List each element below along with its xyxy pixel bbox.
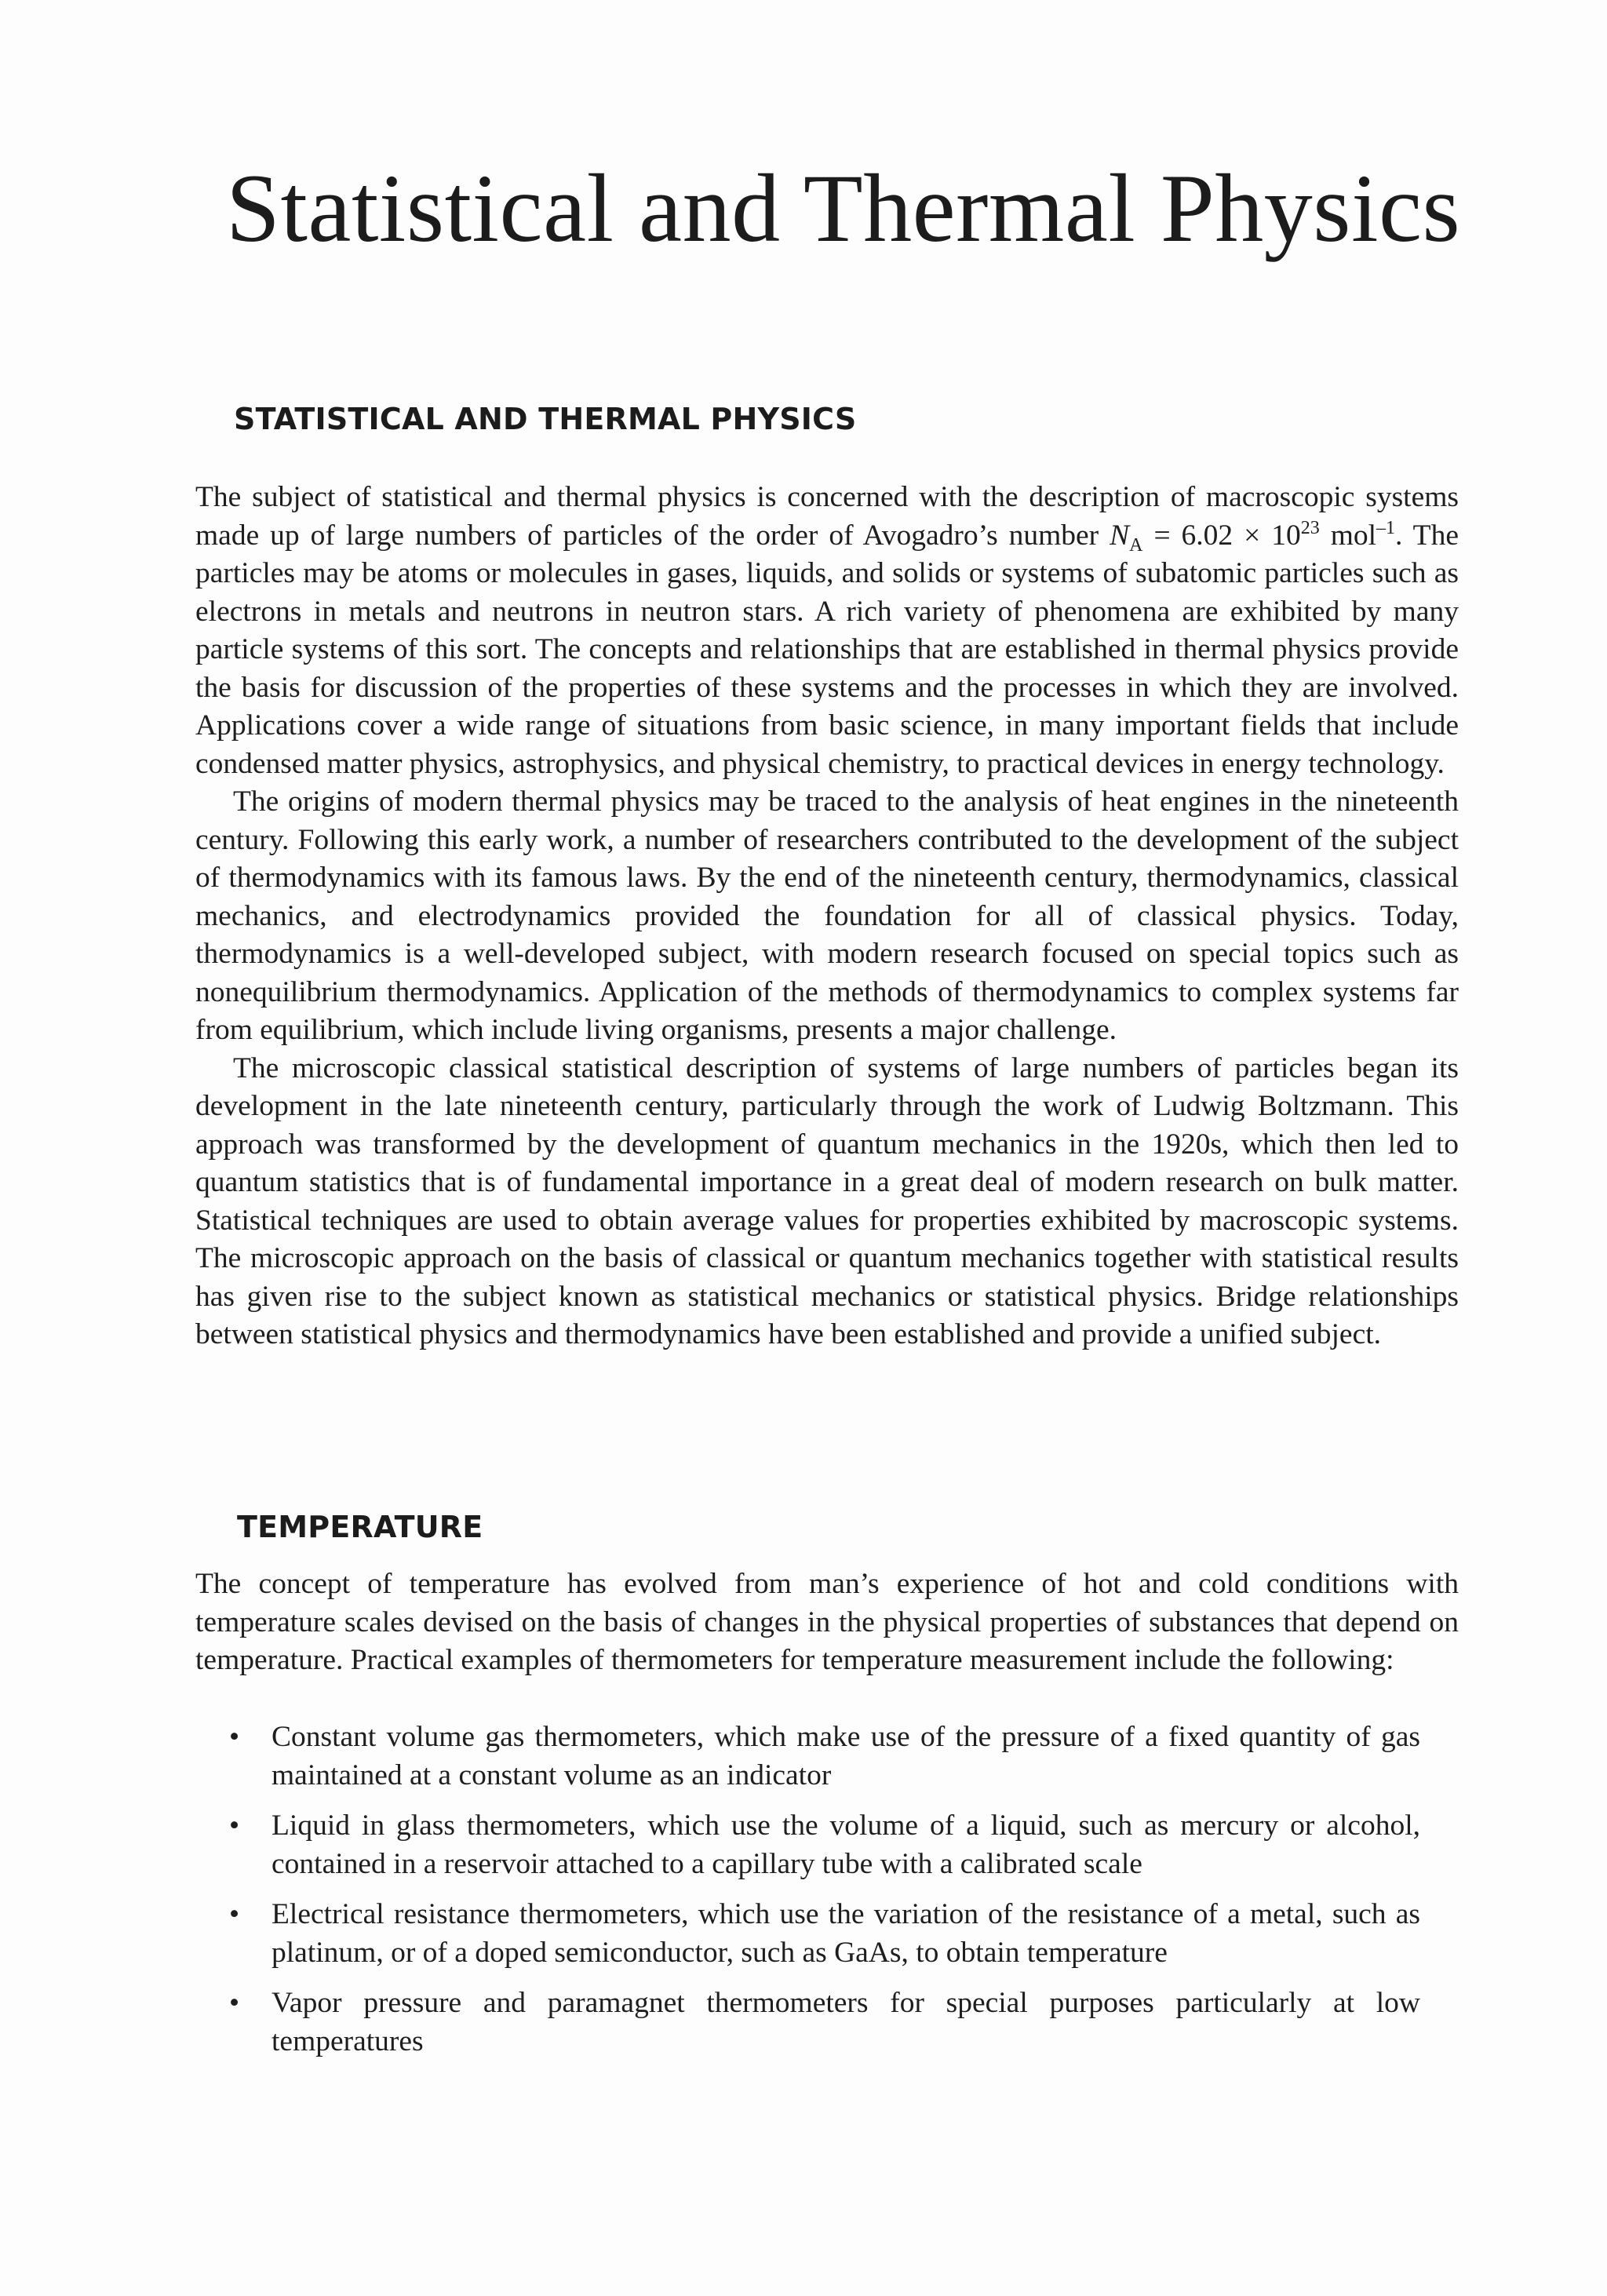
section-heading-temperature: TEMPERATURE [237,1510,483,1544]
bullet-glyph: • [229,1809,240,1842]
avogadro-unit: mol [1319,519,1377,552]
bullet-glyph: • [229,1987,240,2019]
section-body-statistical-thermal-physics [195,479,1459,1354]
list-item [228,1984,1420,2061]
thermometer-list [228,1718,1420,2073]
bullet-glyph: • [229,1898,240,1930]
list-item-text: Electrical resistance thermometers, which use the variation of the resistance of a metal, such as platinum, or of a doped semiconductor, such as GaAs, to obtain temperature [271,1898,1420,1969]
list-item [228,1896,1420,1972]
list-item-text: Liquid in glass thermometers, which use the volume of a liquid, such as mercury or alcohol, contained in a reservoir attached to a capillary tube with a calibrated scale [271,1809,1420,1880]
avogadro-symbol: N [1110,519,1130,552]
paragraph-text: The subject of statistical and thermal physics is concerned with the description of macroscopic systems made up of large numbers of particles of the order of Avogadro’s number [195,481,1459,552]
list-item [228,1718,1420,1795]
avogadro-exponent: 23 [1300,517,1320,538]
list-item [228,1807,1420,1883]
avogadro-unit-exponent: –1 [1376,517,1396,538]
chapter-title: Statistical and Thermal Physics [226,155,1461,262]
paragraph: The origins of modern thermal physics may be traced to the analysis of heat engines in the nineteenth century. Following this early work, a number of researchers contributed to the development of the subject of thermodynamics with its famous laws. By the end of the nineteenth century, thermodynamics, classical mechanics, and electrodynamics provided the foundation for all of classical physics. Today, thermodynamics is a well-developed subject, with modern research focused on special topics such as nonequilibrium thermodynamics. Application of the methods of thermodynamics to complex systems far from equilibrium, which include living organisms, presents a major challenge. [195,785,1459,1046]
paragraph: The concept of temperature has evolved from man’s experience of hot and cold conditions with temperature scales devised on the basis of changes in the physical properties of substances that depend on temperature. Practical examples of thermometers for temperature measurement include the following: [195,1568,1459,1676]
avogadro-value: = 6.02 × 10 [1142,519,1301,552]
section-body-temperature [195,1565,1459,1680]
list-item-text: Constant volume gas thermometers, which make use of the pressure of a fixed quantity of gas maintained at a constant volume as an indicator [271,1721,1420,1791]
avogadro-subscript: A [1129,534,1143,556]
list-item-text: Vapor pressure and paramagnet thermometers for special purposes particularly at low temperatures [271,1987,1420,2057]
paragraph: The microscopic classical statistical description of systems of large numbers of particles began its development in the late nineteenth century, particularly through the work of Ludwig Boltzmann. This approach was transformed by the development of quantum mechanics in the 1920s, which then led to quantum statistics that is of fundamental importance in a great deal of modern research on bulk matter. Statistical techniques are used to obtain average values for properties exhibited by macroscopic systems. The microscopic approach on the basis of classical or quantum mechanics together with statistical results has given rise to the subject known as statistical mechanics or statistical physics. Bridge relationships between statistical physics and thermodynamics have been established and provide a unified subject. [195,1051,1459,1350]
paragraph-text: . The particles may be atoms or molecules in gases, liquids, and solids or systems of subatomic particles such as electrons in metals and neutrons in neutron stars. A rich variety of phenomena are exhibited by many particle systems of this sort. The concepts and relationships that are established in thermal physics provide the basis for discussion of the properties of these systems and the processes in which they are involved. Applications cover a wide range of situations from basic science, in many important fields that include condensed matter physics, astrophysics, and physical chemistry, to practical devices in energy technology. [195,519,1459,780]
paragraph [195,479,1459,783]
bullet-glyph: • [229,1721,240,1753]
section-heading-statistical-thermal-physics: STATISTICAL AND THERMAL PHYSICS [234,402,857,436]
